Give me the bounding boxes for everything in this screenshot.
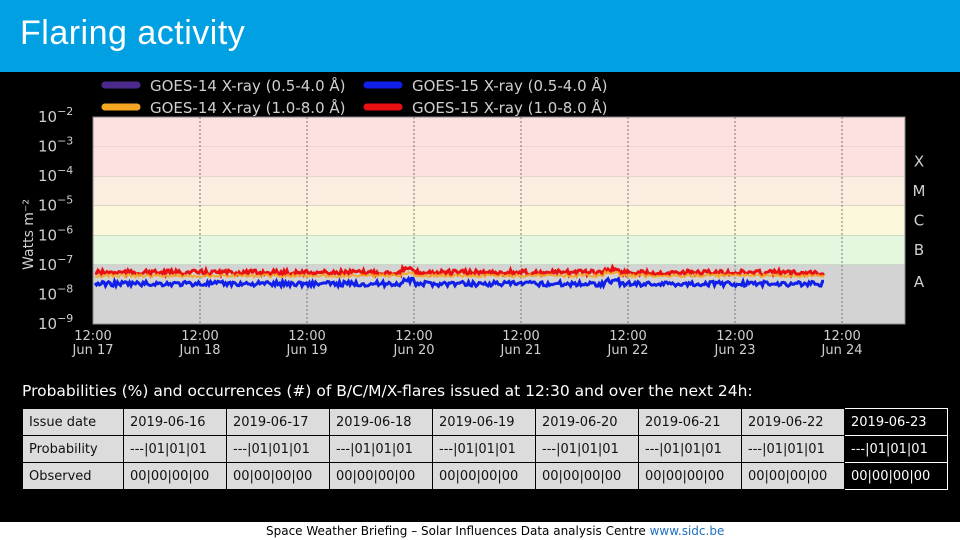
observed-cell: 00|00|00|00 (742, 463, 845, 490)
flux-band-m (93, 176, 905, 206)
observed-cell: 00|00|00|00 (433, 463, 536, 490)
y-tick-label: $10^{-6}$ (38, 223, 74, 245)
x-tick-time: 12:00 (502, 329, 540, 344)
issue-date-cell: 2019-06-17 (227, 409, 330, 436)
probability-cell: ---|01|01|01 (742, 436, 845, 463)
observed-cell: 00|00|00|00 (639, 463, 742, 490)
row-header-issue-date: Issue date (23, 409, 124, 436)
y-tick-label: $10^{-5}$ (38, 193, 74, 215)
probability-cell: ---|01|01|01 (536, 436, 639, 463)
probability-cell: ---|01|01|01 (330, 436, 433, 463)
flux-band-c (93, 206, 905, 236)
x-tick-date: Jun 22 (607, 343, 649, 358)
header-bar (0, 0, 960, 72)
legend-label: GOES-14 X-ray (0.5-4.0 Å) (150, 77, 346, 95)
legend-label: GOES-15 X-ray (0.5-4.0 Å) (412, 77, 608, 95)
forecast-table (22, 408, 948, 490)
y-tick-exponent: −4 (57, 164, 74, 178)
x-tick-date: Jun 21 (500, 343, 542, 358)
probability-cell: ---|01|01|01 (639, 436, 742, 463)
y-tick-label: $10^{-4}$ (38, 164, 74, 186)
y-tick-exponent: −7 (57, 252, 74, 266)
x-tick-date: Jun 18 (179, 343, 221, 358)
legend-label: GOES-14 X-ray (1.0-8.0 Å) (150, 99, 346, 117)
table-row-observed (23, 463, 948, 490)
x-tick-time: 12:00 (609, 329, 647, 344)
probability-cell: ---|01|01|01 (227, 436, 330, 463)
x-tick-date: Jun 23 (714, 343, 756, 358)
row-header-probability: Probability (23, 436, 124, 463)
x-tick-time: 12:00 (74, 329, 112, 344)
y-tick-label: $10^{-2}$ (38, 105, 74, 126)
y-tick-exponent: −2 (57, 105, 74, 118)
x-tick-time: 12:00 (716, 329, 754, 344)
issue-date-cell: 2019-06-23 (845, 409, 948, 436)
issue-date-cell: 2019-06-19 (433, 409, 536, 436)
footer-link[interactable]: www.sidc.be (649, 524, 725, 538)
flux-band-top (93, 117, 905, 147)
x-tick-date: Jun 20 (393, 343, 435, 358)
legend-label: GOES-15 X-ray (1.0-8.0 Å) (412, 99, 608, 117)
y-tick-label: $10^{-3}$ (38, 134, 74, 156)
flare-class-label-b: B (913, 241, 925, 260)
observed-cell: 00|00|00|00 (124, 463, 227, 490)
forecast-caption: Probabilities (%) and occurrences (#) of B/C/M/X-flares issued at 12:30 and over the next 24h: (22, 382, 753, 400)
probability-cell: ---|01|01|01 (124, 436, 227, 463)
flare-class-label-m: M (912, 181, 926, 200)
x-tick-time: 12:00 (181, 329, 219, 344)
observed-cell: 00|00|00|00 (845, 463, 948, 490)
y-tick-exponent: −8 (57, 282, 74, 296)
x-tick-date: Jun 17 (72, 343, 114, 358)
observed-cell: 00|00|00|00 (536, 463, 639, 490)
x-tick-time: 12:00 (288, 329, 326, 344)
x-tick-date: Jun 24 (821, 343, 863, 358)
x-tick-date: Jun 19 (286, 343, 328, 358)
y-tick-label: $10^{-9}$ (38, 312, 74, 333)
y-tick-label: $10^{-7}$ (38, 252, 74, 274)
issue-date-cell: 2019-06-21 (639, 409, 742, 436)
issue-date-cell: 2019-06-18 (330, 409, 433, 436)
footer-credit: Space Weather Briefing – Solar Influences Data analysis Centre (266, 524, 650, 538)
issue-date-cell: 2019-06-22 (742, 409, 845, 436)
y-tick-exponent: −6 (57, 223, 74, 237)
probability-cell: ---|01|01|01 (845, 436, 948, 463)
x-tick-time: 12:00 (395, 329, 433, 344)
table-row-probability (23, 436, 948, 463)
issue-date-cell: 2019-06-16 (124, 409, 227, 436)
table-row-issue-date (23, 409, 948, 436)
y-tick-exponent: −3 (57, 134, 74, 148)
observed-cell: 00|00|00|00 (330, 463, 433, 490)
flux-band-x (93, 147, 905, 177)
y-axis-label: Watts m⁻² (21, 199, 37, 270)
y-tick-exponent: −9 (57, 312, 74, 325)
issue-date-cell: 2019-06-20 (536, 409, 639, 436)
observed-cell: 00|00|00|00 (227, 463, 330, 490)
flare-class-label-a: A (913, 272, 925, 291)
flare-class-label-x: X (913, 152, 925, 171)
xray-flux-chart (0, 72, 960, 382)
footer-bar (0, 522, 960, 540)
row-header-observed: Observed (23, 463, 124, 490)
flare-class-label-c: C (913, 211, 925, 230)
probability-cell: ---|01|01|01 (433, 436, 536, 463)
x-tick-time: 12:00 (823, 329, 861, 344)
y-tick-label: $10^{-8}$ (38, 282, 74, 304)
footer-text (266, 524, 724, 538)
y-tick-exponent: −5 (57, 193, 74, 207)
flux-band-b (93, 235, 905, 265)
page-title: Flaring activity (20, 14, 246, 52)
